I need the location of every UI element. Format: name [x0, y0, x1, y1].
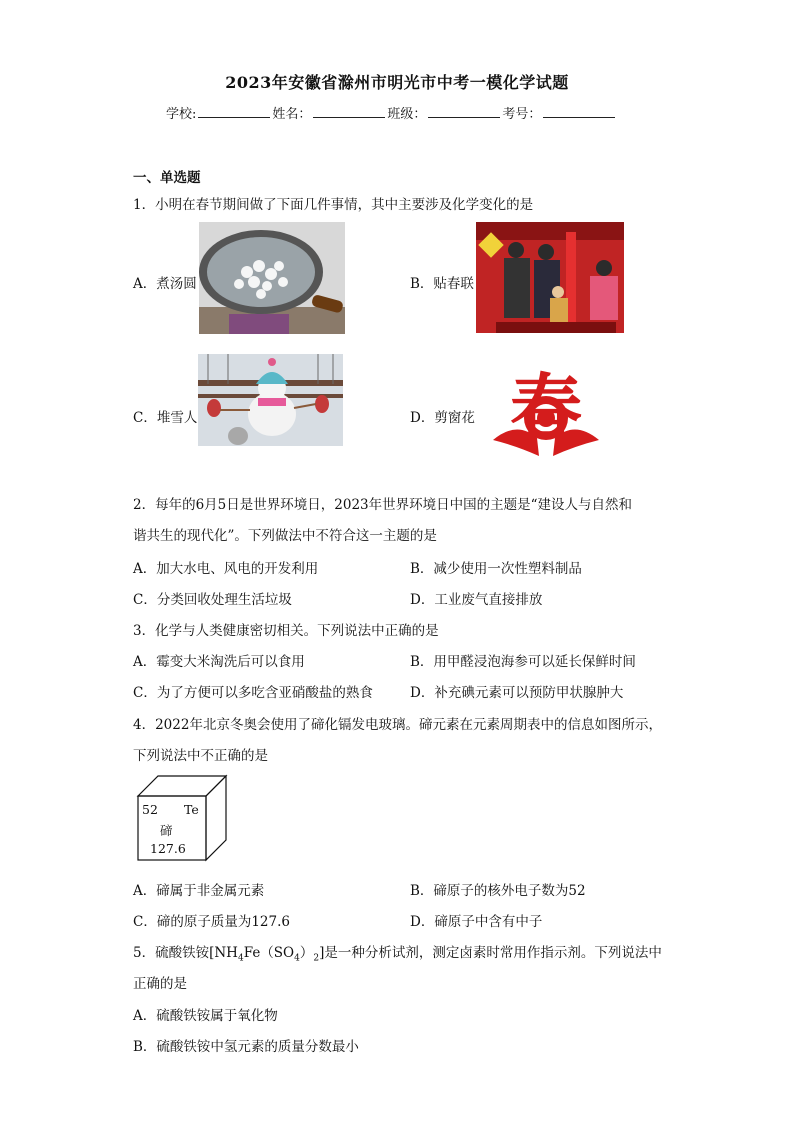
spring-couplet-drawing: [476, 222, 624, 333]
q1-option-b: B．贴春联: [410, 276, 474, 292]
snowman-image: [198, 354, 343, 468]
q1-option-a: A．煮汤圆: [133, 276, 197, 292]
boiling-pot-image: [199, 222, 345, 334]
q3-stem: 3．化学与人类健康密切相关。下列说法中正确的是: [133, 623, 439, 639]
q4-stem-line1: 4．2022年北京冬奥会使用了碲化镉发电玻璃。碲元素在元素周期表中的信息如图所示，: [133, 717, 662, 733]
q5-stem-mid2: ）: [299, 945, 314, 961]
q5-option-a: A．硫酸铁铵属于氧化物: [133, 1008, 278, 1024]
q1-option-d: D．剪窗花: [410, 410, 475, 426]
school-label: 学校:: [166, 107, 197, 122]
element-atomic-number: 52: [142, 802, 158, 817]
q1-stem: 1．小明在春节期间做了下面几件事情，其中主要涉及化学变化的是: [133, 197, 534, 213]
number-blank: [543, 105, 615, 118]
q2-stem-line1: 2．每年的6月5日是世界环境日，2023年世界环境日中国的主题是“建设人与自然和: [133, 497, 633, 513]
number-label: 考号：: [502, 107, 542, 122]
q5-subscript-2: 2: [313, 953, 320, 964]
q3-option-d: D．补充碘元素可以预防甲状腺肿大: [410, 685, 624, 701]
snowman-drawing: [198, 354, 343, 468]
name-label: 姓名：: [272, 107, 312, 122]
class-blank: [428, 105, 500, 118]
q2-option-b: B．减少使用一次性塑料制品: [410, 561, 582, 577]
paper-cut-character: 春: [509, 365, 582, 450]
q2-option-c: C．分类回收处理生活垃圾: [133, 592, 292, 608]
q4-stem-line2: 下列说法中不正确的是: [133, 748, 268, 764]
boiling-pot-drawing: [199, 222, 345, 334]
q4-option-a: A．碲属于非金属元素: [133, 883, 265, 899]
q5-stem-pre: 5．硫酸铁铵[NH: [133, 945, 238, 961]
class-label: 班级：: [387, 107, 427, 122]
q3-option-b: B．用甲醛浸泡海参可以延长保鲜时间: [410, 654, 636, 670]
q5-subscript-4a: 4: [237, 953, 244, 964]
q4-option-c: C．碲的原子质量为127.6: [133, 914, 290, 930]
q5-option-b: B．硫酸铁铵中氢元素的质量分数最小: [133, 1039, 359, 1055]
q5-stem-mid: Fe（SO: [243, 945, 295, 961]
q5-stem-line1: [133, 941, 662, 964]
page-title: 2023年安徽省滁州市明光市中考一模化学试题: [225, 73, 569, 92]
q2-option-d: D．工业废气直接排放: [410, 592, 543, 608]
student-info-line: [166, 103, 617, 122]
q4-option-d: D．碲原子中含有中子: [410, 914, 543, 930]
q5-subscript-4b: 4: [294, 953, 300, 964]
q1-option-c: C．堆雪人: [133, 410, 198, 426]
section-heading: 一、单选题: [133, 170, 201, 186]
q4-option-b: B．碲原子的核外电子数为52: [410, 883, 586, 899]
paper-cut-image: [487, 360, 605, 464]
element-symbol: Te: [184, 802, 199, 817]
q2-option-a: A．加大水电、风电的开发利用: [133, 561, 319, 577]
q3-option-c: C．为了方便可以多吃含亚硝酸盐的熟食: [133, 685, 373, 701]
q5-stem-line2: 正确的是: [133, 976, 187, 992]
tellurium-element-cell: [136, 774, 228, 864]
q2-stem-line2: 谐共生的现代化”。下列做法中不符合这一主题的是: [133, 528, 437, 544]
element-name: 碲: [160, 823, 173, 838]
element-atomic-mass: 127.6: [150, 841, 186, 856]
spring-couplet-image: [476, 222, 624, 333]
name-blank: [313, 105, 385, 118]
q5-stem-post: ]是一种分析试剂，测定卤素时常用作指示剂。下列说法中: [319, 945, 662, 961]
q3-option-a: A．霉变大米淘洗后可以食用: [133, 654, 305, 670]
school-blank: [198, 105, 270, 118]
